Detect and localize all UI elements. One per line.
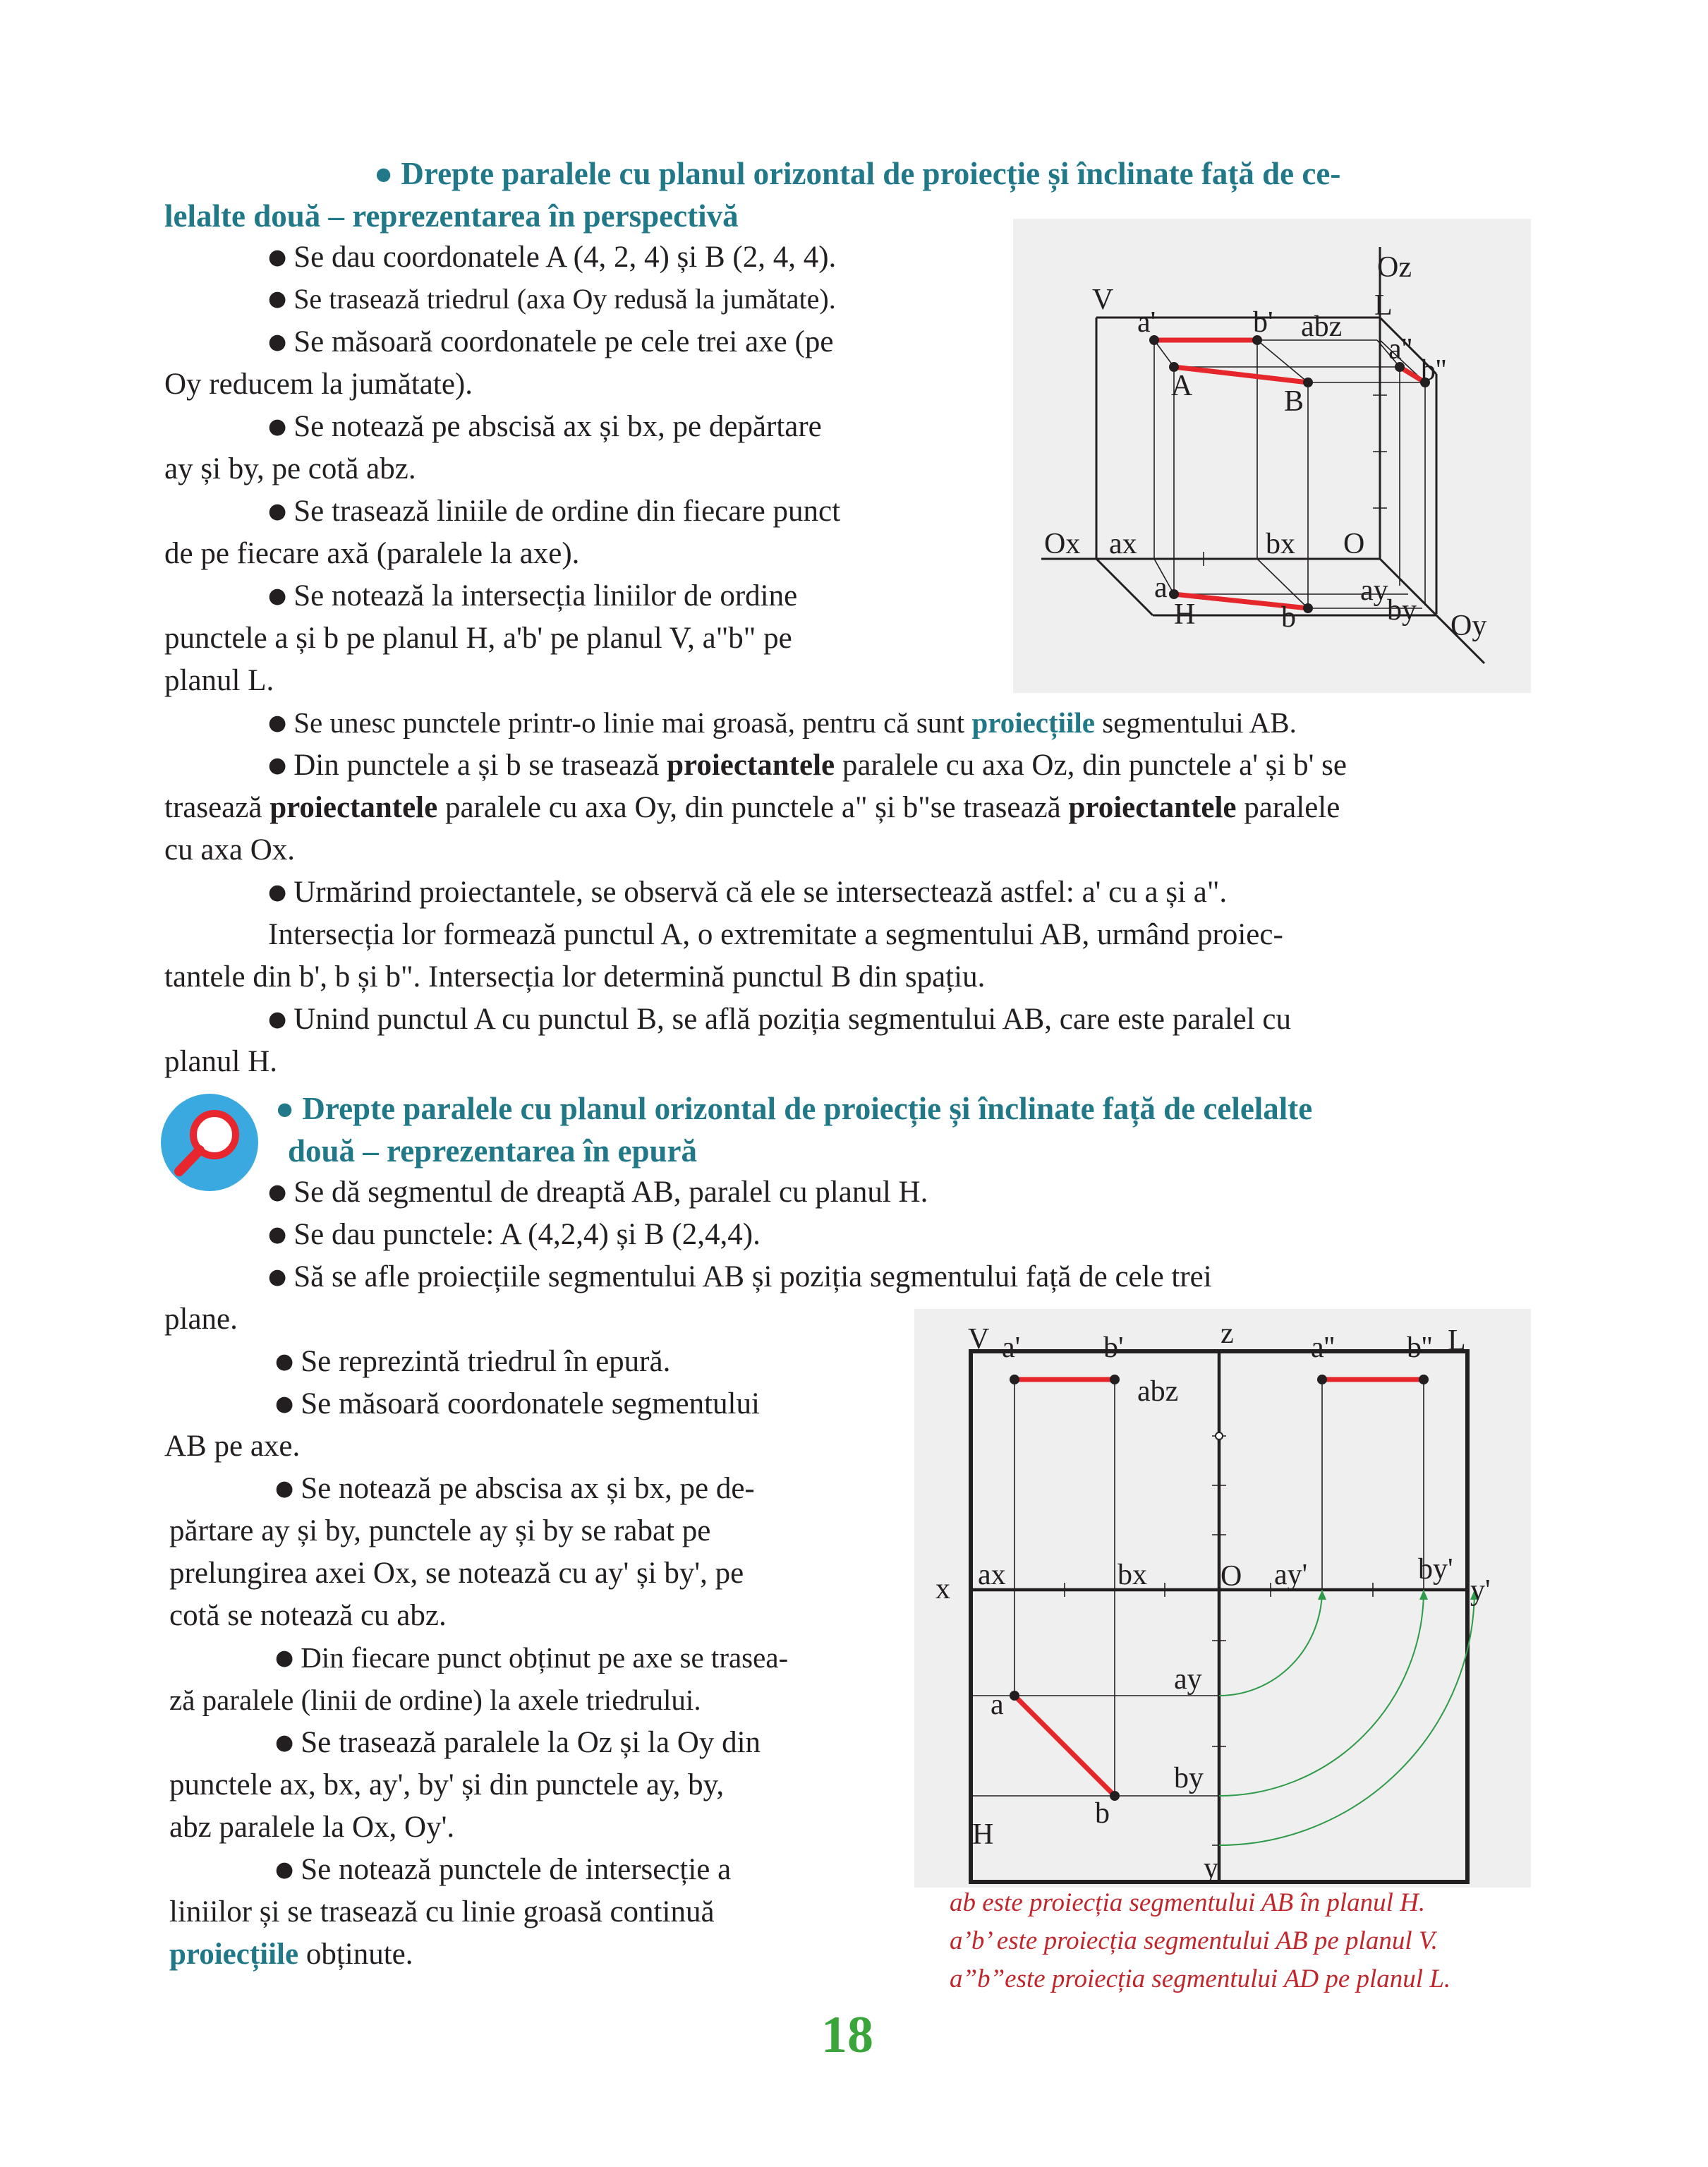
s1-follow-line2: Intersecția lor formează punctul A, o extremitate a segmentului AB, urmând proiec- — [268, 918, 1283, 951]
s1-step-cont: de pe fiecare axă (paralele la axe). — [164, 537, 580, 570]
b-second-label: b'' — [1421, 354, 1447, 387]
y-prime-label: y' — [1470, 1574, 1491, 1607]
s2-step-cont: punctele ax, bx, ay', by' și din punctele ay, by, — [169, 1768, 725, 1801]
h-plane-label: H — [972, 1818, 994, 1851]
v-plane-label: V — [968, 1323, 990, 1356]
bullet-icon: ● — [268, 753, 287, 778]
a-prime-label: a' — [1002, 1332, 1021, 1364]
s2-step: ● Se notează punctele de intersecție a — [275, 1853, 732, 1886]
epura-figure — [914, 1309, 1531, 1888]
bullet-icon: ● — [268, 499, 287, 524]
s2-step: ● Să se afle proiecțiile segmentului AB și poziția segmentului față de cele trei — [268, 1260, 1212, 1293]
z-axis-label: z — [1221, 1317, 1234, 1350]
a-label: a — [1154, 572, 1168, 604]
bullet-icon: ● — [275, 1646, 294, 1670]
h-plane-label: H — [1174, 598, 1196, 631]
origin-label: O — [1343, 528, 1365, 560]
s2-step: ● Se trasează paralele la Oz și la Oy din — [275, 1726, 761, 1759]
perspective-drawing — [1013, 219, 1531, 693]
s2-step-cont: AB pe axe. — [164, 1430, 301, 1463]
bullet-icon: ● — [268, 414, 287, 439]
by-prime-label: by' — [1418, 1553, 1453, 1586]
s1-step-cont: planul L. — [164, 664, 274, 697]
section2-heading-line1: ● Drepte paralele cu planul orizontal de proiecție și înclinate față de celelalte — [275, 1091, 1313, 1126]
s2-step-cont: părtare ay și by, punctele ay și by se rabat pe — [169, 1514, 711, 1547]
caption-line: ab este proiecția segmentului AB în planul H. — [950, 1888, 1426, 1917]
s2-step-cont: cotă se notează cu abz. — [169, 1599, 447, 1632]
ay-label: ay — [1360, 574, 1388, 607]
proiectantele-keyword: proiectantele — [1068, 791, 1237, 824]
l-plane-label: L — [1374, 289, 1393, 322]
section1-heading-line1: ● Drepte paralele cu planul orizontal de proiecție și înclinate față de ce- — [374, 156, 1341, 191]
s1-step: ● Se trasează triedrul (axa Oy redusă la jumătate). — [268, 283, 836, 315]
bullet-icon: ● — [268, 880, 287, 905]
s1-unind-line2: planul H. — [164, 1045, 278, 1078]
b-second-label: b'' — [1407, 1332, 1433, 1364]
s1-follow-line3: tantele din b', b și b". Intersecția lor determină punctul B din spațiu. — [164, 960, 986, 994]
abz-label: abz — [1301, 310, 1343, 343]
l-plane-label: L — [1448, 1324, 1466, 1357]
proiectantele-keyword: proiectantele — [667, 749, 835, 782]
s1-proj-line2: trasează proiectantele paralele cu axa Oy, din punctele a" și b"se trasează proiectantele paralele — [164, 791, 1340, 824]
s1-step: ● Se notează pe abscisă ax și bx, pe depărtare — [268, 410, 822, 443]
bullet-icon: ● — [268, 1222, 287, 1247]
origin-label: O — [1221, 1560, 1242, 1593]
s2-step: ● Din fiecare punct obținut pe axe se trasea- — [275, 1641, 789, 1674]
s1-unind-line1: ● Unind punctul A cu punctul B, se află poziția segmentului AB, care este paralel cu — [268, 1003, 1292, 1036]
ax-label: ax — [978, 1559, 1006, 1591]
s1-proj-line1: ● Din punctele a și b se trasează proiectantele paralele cu axa Oz, din punctele a' și b' se — [268, 749, 1347, 782]
proiectiile-keyword: proiecțiile — [971, 706, 1096, 739]
s2-step-cont: prelungirea axei Ox, se notează cu ay' și by', pe — [169, 1557, 744, 1590]
bullet-icon: ● — [268, 1264, 287, 1289]
oy-label: Oy — [1450, 610, 1487, 642]
s1-step: ● Se măsoară coordonatele pe cele trei axe (pe — [268, 325, 834, 358]
v-plane-label: V — [1092, 284, 1114, 316]
point-b-label: B — [1284, 385, 1304, 418]
s2-step: ● Se dau punctele: A (4,2,4) și B (2,4,4). — [268, 1218, 761, 1251]
x-axis-label: x — [935, 1573, 950, 1605]
proiectantele-keyword: proiectantele — [269, 791, 438, 824]
bx-label: bx — [1266, 528, 1295, 560]
bullet-icon: ● — [268, 1007, 287, 1032]
s1-step-cont: punctele a și b pe planul H, a'b' pe planul V, a"b" pe — [164, 622, 792, 655]
bullet-icon: ● — [275, 1476, 294, 1501]
a-prime-label: a' — [1137, 306, 1156, 339]
point-a-label: A — [1171, 370, 1193, 402]
a-second-label: a'' — [1388, 333, 1412, 366]
s1-join-line: ● Se unesc punctele printr-o linie mai groasă, pentru că sunt proiecțiile segmentului AB. — [268, 706, 1297, 739]
bullet-icon: ● — [268, 1180, 287, 1205]
section2-heading-line2: două – reprezentarea în epură — [288, 1133, 697, 1169]
oz-label: Oz — [1377, 251, 1412, 284]
caption-line: a”b”este proiecția segmentului AD pe planul L. — [950, 1964, 1451, 1993]
s2-step: ● Se dă segmentul de dreaptă AB, paralel cu planul H. — [268, 1176, 928, 1209]
bullet-icon: ● — [275, 1857, 294, 1882]
epura-drawing — [914, 1309, 1531, 1888]
magnifier-icon — [161, 1094, 258, 1191]
y-axis-label: y — [1204, 1852, 1218, 1885]
bullet-icon: ● — [268, 286, 287, 311]
section1-heading-line2: lelalte două – reprezentarea în perspectivă — [164, 198, 739, 234]
bullet-icon: ● — [268, 584, 287, 608]
proiectiile-keyword: proiecțiile — [169, 1938, 299, 1971]
abz-label: abz — [1137, 1375, 1179, 1408]
b-prime-label: b' — [1103, 1332, 1124, 1364]
s1-follow-line1: ● Urmărind proiectantele, se observă că ele se intersectează astfel: a' cu a și a". — [268, 876, 1228, 909]
bx-label: bx — [1118, 1559, 1147, 1591]
b-label: b — [1281, 601, 1296, 634]
s2-step-cont: liniilor și se trasează cu linie groasă continuă — [169, 1895, 715, 1928]
s2-step-cont: plane. — [164, 1303, 238, 1336]
s2-step-cont: abz paralele la Ox, Oy'. — [169, 1811, 455, 1844]
s1-step-cont: ay și by, pe cotă abz. — [164, 452, 416, 485]
caption-line: a’b’ este proiecția segmentului AB pe planul V. — [950, 1926, 1438, 1955]
bullet-icon: ● — [268, 245, 287, 270]
s1-proj-line3: cu axa Ox. — [164, 833, 296, 867]
s2-step: ● Se notează pe abscisa ax și bx, pe de- — [275, 1472, 755, 1505]
b-prime-label: b' — [1253, 306, 1273, 339]
s2-step: ● Se reprezintă triedrul în epură. — [275, 1345, 671, 1378]
s1-step-cont: Oy reducem la jumătate). — [164, 368, 473, 401]
bullet-icon: ● — [275, 1349, 294, 1374]
by-label: by — [1387, 594, 1417, 627]
bullet-icon: ● — [268, 711, 287, 735]
s2-step-cont: ză paralele (linii de ordine) la axele triedrului. — [169, 1684, 701, 1716]
ox-label: Ox — [1044, 528, 1081, 560]
s1-step: ● Se notează la intersecția liniilor de ordine — [268, 579, 798, 612]
bullet-icon: ● — [275, 1392, 294, 1416]
ay-label: ay — [1174, 1663, 1202, 1696]
s1-step: ● Se trasează liniile de ordine din fiecare punct — [268, 495, 841, 528]
b-label: b — [1095, 1797, 1110, 1830]
bullet-icon: ● — [275, 1730, 294, 1755]
by-label: by — [1174, 1762, 1204, 1794]
s2-step: ● Se măsoară coordonatele segmentului — [275, 1387, 760, 1420]
s1-step: ● Se dau coordonatele A (4, 2, 4) și B (2, 4, 4). — [268, 241, 837, 274]
ay-prime-label: ay' — [1274, 1559, 1308, 1591]
ax-label: ax — [1109, 528, 1137, 560]
s2-last-line: proiecțiile obținute. — [169, 1938, 413, 1971]
bullet-icon: ● — [268, 330, 287, 354]
a-label: a — [991, 1689, 1004, 1721]
perspective-figure — [1013, 219, 1531, 693]
a-second-label: a'' — [1311, 1332, 1335, 1364]
page-number: 18 — [821, 2006, 873, 2064]
